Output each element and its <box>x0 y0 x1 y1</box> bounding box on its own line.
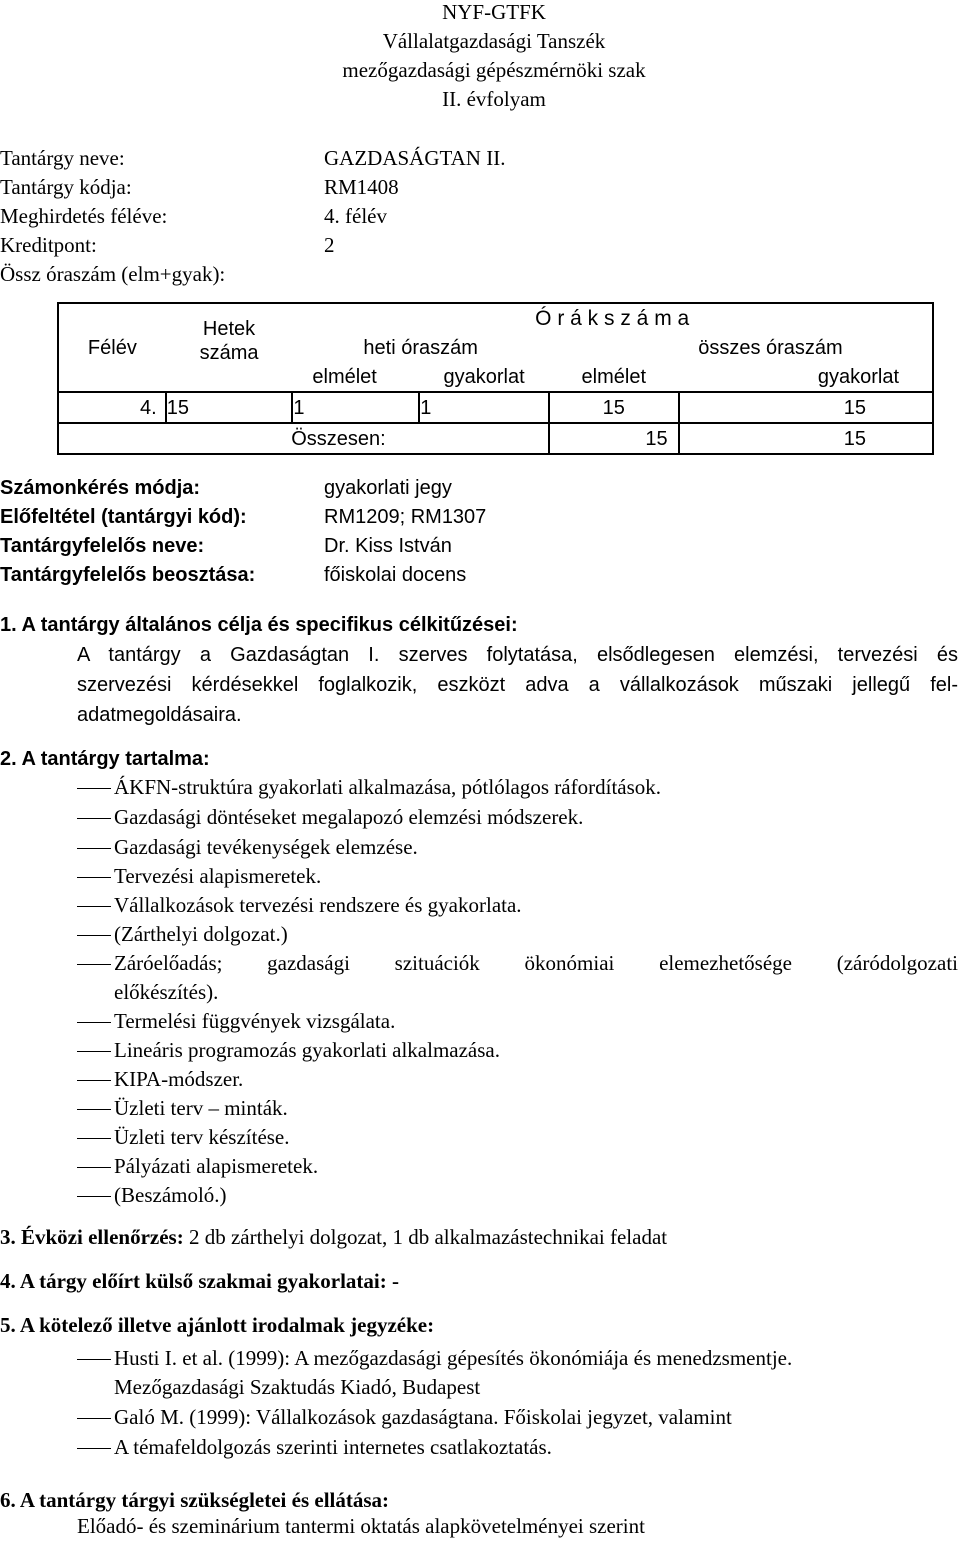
semester-value: 4. félév <box>324 204 387 228</box>
position-value: főiskolai docens <box>324 564 467 586</box>
weekly-hours-header: heti óraszám <box>363 336 478 359</box>
content-item: (Beszámoló.) <box>114 1183 227 1207</box>
col-weeks-line-1: Hetek <box>202 317 256 340</box>
responsible-value: Dr. Kiss István <box>324 535 452 557</box>
total-hours-label: Össz óraszám (elm+gyak): <box>0 262 226 286</box>
row-total-theory: 15 <box>549 392 679 423</box>
semester-label: Meghirdetés féléve: <box>0 204 168 228</box>
content-item: Gazdasági tevékenységek elemzése. <box>114 835 418 859</box>
bullet-dash <box>77 877 111 878</box>
subject-name-label: Tantárgy neve: <box>0 146 125 170</box>
section-4-title: 4. A tárgy előírt külső szakmai gyakorlatai: - <box>0 1269 399 1293</box>
reference-item: Galó M. (1999): Vállalkozások gazdaságtana. Főiskolai jegyzet, valamint <box>114 1405 732 1429</box>
reference-item: Husti I. et al. (1999): A mezőgazdasági gépesítés ökonómiája és menedzsmentje. <box>114 1346 793 1370</box>
content-item: ÁKFN-struktúra gyakorlati alkalmazása, pótlólagos ráfordítások. <box>114 775 662 799</box>
prereq-value: RM1209; RM1307 <box>324 506 487 528</box>
section-6-text: Előadó- és szeminárium tantermi oktatás alapkövetelményei szerint <box>77 1514 645 1538</box>
total-theory-header: elmélet <box>581 365 647 388</box>
header-line-2: Vállalatgazdasági Tanszék <box>382 29 606 53</box>
content-item: Üzleti terv készítése. <box>114 1125 290 1149</box>
subject-code-label: Tantárgy kódja: <box>0 175 132 199</box>
total-hours-header: összes óraszám <box>549 333 933 362</box>
content-item: Üzleti terv – minták. <box>114 1096 288 1120</box>
content-item-continued: előkészítés). <box>114 980 219 1004</box>
section-3 <box>0 1225 667 1250</box>
content-item: Termelési függvények vizsgálata. <box>114 1009 396 1033</box>
bullet-dash <box>77 1109 111 1110</box>
bullet-dash <box>77 788 111 789</box>
bullet-dash <box>77 1359 111 1360</box>
content-item: KIPA-módszer. <box>114 1067 244 1091</box>
header-line-1: NYF-GTFK <box>442 0 546 24</box>
col-weeks-line-2: száma <box>199 341 259 364</box>
col-weeks-header <box>166 303 293 392</box>
content-item: (Zárthelyi dolgozat.) <box>114 922 288 946</box>
content-item: Gazdasági döntéseket megalapozó elemzési módszerek. <box>114 805 584 829</box>
section-3-title: 3. Évközi ellenőrzés: <box>0 1225 184 1249</box>
reference-item: A témafeldolgozás szerinti internetes csatlakoztatás. <box>114 1435 552 1459</box>
responsible-label: Tantárgyfelelős neve: <box>0 535 205 557</box>
sum-practice: 15 <box>679 423 933 454</box>
total-practice-header: gyakorlat <box>679 362 933 392</box>
section-5-title: 5. A kötelező illetve ajánlott irodalmak jegyzéke: <box>0 1313 435 1337</box>
bullet-dash <box>77 935 111 936</box>
section-1-line-3: adatmegoldásaira. <box>77 704 242 726</box>
section-1-line-2: szervezési kérdésekkel foglalkozik, eszközt adva a vállalkozások műszaki jellegű fel- <box>77 674 958 696</box>
weekly-theory-header: elmélet <box>312 365 377 388</box>
subject-name: GAZDASÁGTAN II. <box>324 146 506 170</box>
sum-label: Összesen: <box>58 423 549 454</box>
section-6-title: 6. A tantárgy tárgyi szükségletei és ellátása: <box>0 1488 390 1512</box>
section-2-title: 2. A tantárgy tartalma: <box>0 748 210 770</box>
row-weekly-theory: 1 <box>292 392 419 423</box>
content-item: Vállalkozások tervezési rendszere és gyakorlata. <box>114 893 522 917</box>
exam-label: Számonkérés módja: <box>0 477 201 499</box>
content-item: Tervezési alapismeretek. <box>114 864 322 888</box>
content-item: Lineáris programozás gyakorlati alkalmazása. <box>114 1038 500 1062</box>
bullet-dash <box>77 1022 111 1023</box>
col-semester-header: Félév <box>58 303 166 392</box>
content-item: Pályázati alapismeretek. <box>114 1154 319 1178</box>
section-1-title: 1. A tantárgy általános célja és specifikus célkitűzései: <box>0 614 518 636</box>
hours-table <box>57 302 934 455</box>
weekly-practice-header: gyakorlat <box>443 365 525 388</box>
bullet-dash <box>77 1196 111 1197</box>
row-total-practice: 15 <box>679 392 933 423</box>
section-3-text: 2 db zárthelyi dolgozat, 1 db alkalmazástechnikai feladat <box>188 1225 668 1249</box>
content-item: Záróelőadás; gazdasági szituációk ökonómiai elemezhetősége (záródolgozati <box>114 951 958 975</box>
credit-label: Kreditpont: <box>0 233 97 257</box>
bullet-dash <box>77 1080 111 1081</box>
bullet-dash <box>77 818 111 819</box>
header-line-4: II. évfolyam <box>442 87 546 111</box>
bullet-dash <box>77 964 111 965</box>
bullet-dash <box>77 848 111 849</box>
header-line-3: mezőgazdasági gépészmérnöki szak <box>342 58 646 82</box>
section-1-line-1: A tantárgy a Gazdaságtan I. szerves folytatása, elsődlegesen elemzési, tervezési és <box>77 644 958 666</box>
exam-value: gyakorlati jegy <box>324 477 452 499</box>
bullet-dash <box>77 1167 111 1168</box>
bullet-dash <box>77 1448 111 1449</box>
reference-item-continued: Mezőgazdasági Szaktudás Kiadó, Budapest <box>114 1375 481 1399</box>
bullet-dash <box>77 1138 111 1139</box>
bullet-dash <box>77 906 111 907</box>
subject-code: RM1408 <box>324 175 399 199</box>
sum-theory: 15 <box>549 423 679 454</box>
hours-header: Ó r á k s z á m a <box>292 303 933 333</box>
position-label: Tantárgyfelelős beosztása: <box>0 564 256 586</box>
prereq-label: Előfeltétel (tantárgyi kód): <box>0 506 247 528</box>
bullet-dash <box>77 1051 111 1052</box>
row-weekly-practice: 1 <box>419 392 549 423</box>
bullet-dash <box>77 1418 111 1419</box>
row-weeks: 15 <box>166 392 293 423</box>
row-semester: 4. <box>58 392 166 423</box>
credit-value: 2 <box>324 233 335 257</box>
